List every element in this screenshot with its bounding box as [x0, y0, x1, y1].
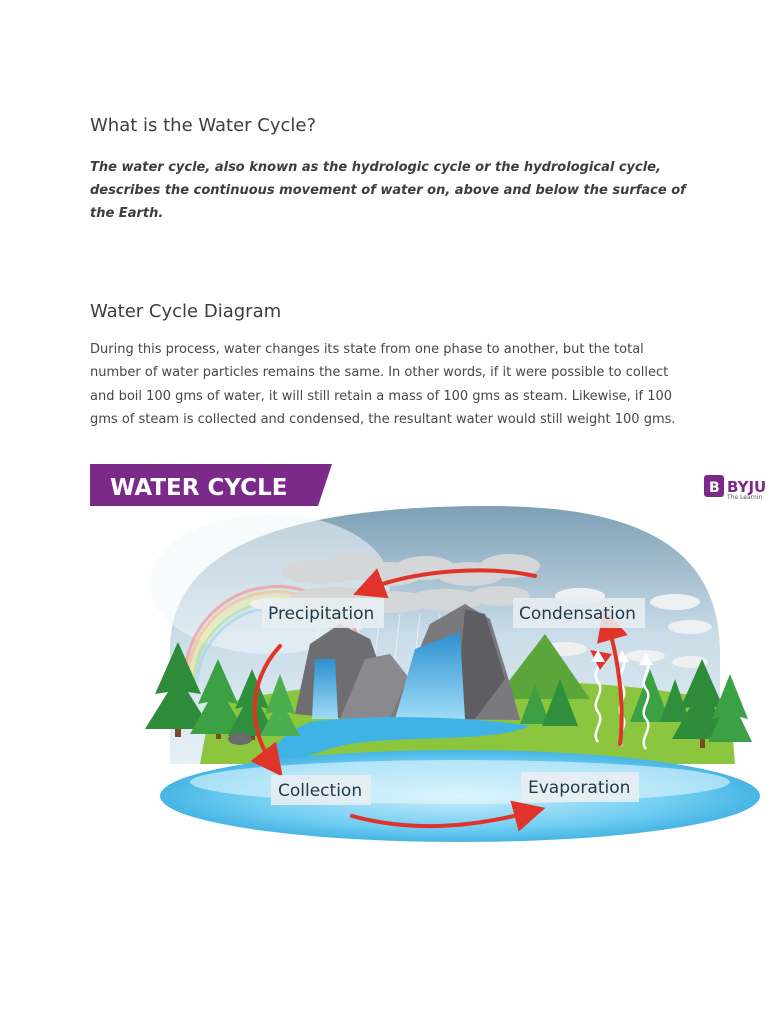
svg-text:Evaporation: Evaporation: [528, 778, 631, 798]
svg-text:Collection: Collection: [278, 781, 363, 801]
brand-tagline: The Learnin: [727, 494, 763, 501]
banner-text: WATER CYCLE: [110, 475, 288, 501]
label-condensation: [513, 598, 645, 628]
title-banner: [90, 464, 332, 506]
section-heading-diagram: Water Cycle Diagram: [90, 301, 282, 322]
section-heading-what-is: What is the Water Cycle?: [90, 115, 317, 136]
label-collection: [271, 775, 371, 805]
svg-text:Condensation: Condensation: [519, 604, 636, 624]
label-precipitation: [262, 598, 384, 628]
brand-name: BYJU: [727, 478, 767, 496]
brand-logo: [704, 475, 766, 501]
svg-text:Precipitation: Precipitation: [268, 604, 375, 624]
svg-text:B: B: [709, 480, 720, 496]
water-cycle-figure: [90, 464, 768, 864]
label-evaporation: [521, 772, 639, 802]
body-paragraph: During this process, water changes its state from one phase to another, but the total number of water particles remains the same. In other words, if it were possible to collect and boil 100 gms of water, it will still retain a mass of 100 gms as steam. Likewise, if 100 gms of steam is collected and condensed, the resultant water would still weight 100 gms.: [90, 342, 676, 427]
intro-paragraph: The water cycle, also known as the hydrologic cycle or the hydrological cycle, describes the continuous movement of water on, above and below the surface of the Earth.: [90, 160, 686, 221]
